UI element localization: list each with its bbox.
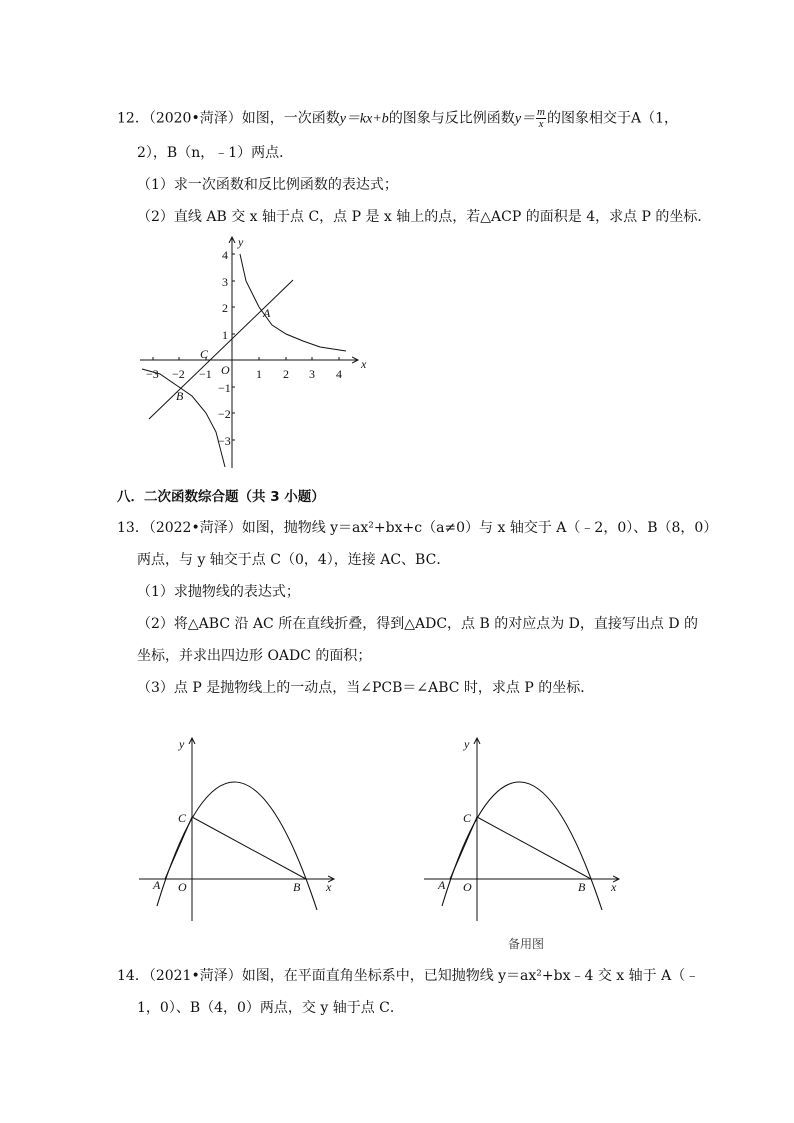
q12-source: （2020•菏泽） bbox=[148, 110, 242, 127]
q13-subquestion-1: （1）求抛物线的表达式； bbox=[137, 584, 300, 600]
q12-ytick-neg1: −1 bbox=[218, 381, 231, 395]
q13b-x-axis-label: x bbox=[611, 880, 617, 894]
q12-ytick-3: 3 bbox=[222, 275, 228, 289]
q12-line-ab bbox=[149, 280, 293, 419]
q12-y-axis-label: y bbox=[238, 235, 244, 249]
section-heading: 八．二次函数综合题（共 3 小题） bbox=[117, 489, 325, 505]
q13b-point-a-label: A bbox=[438, 878, 446, 892]
q12-origin-label: O bbox=[221, 363, 230, 377]
q12-ytick-1: 1 bbox=[222, 328, 228, 342]
q12-point-b-label: B bbox=[176, 389, 184, 403]
q13-figure bbox=[135, 730, 345, 925]
q12-equation-inverse: y＝ bbox=[514, 111, 536, 127]
q12-point-c-label: C bbox=[200, 347, 209, 361]
q12-line1 bbox=[117, 107, 678, 130]
q13-segment-ac bbox=[165, 817, 192, 879]
q12-equation-linear: y＝kx+b bbox=[339, 111, 389, 127]
q12-hyperbola-branch-2 bbox=[142, 369, 225, 467]
q14-line2: 1，0）、B（4，0）两点，交 y 轴于点 C． bbox=[137, 1000, 404, 1016]
q13-point-b-label: B bbox=[293, 880, 301, 894]
q12-point-a-label: A bbox=[263, 306, 271, 320]
q12-hyperbola-branch-1 bbox=[240, 254, 346, 351]
backup-figure-caption: 备用图 bbox=[508, 937, 545, 951]
q13b-y-axis-label: y bbox=[464, 737, 470, 751]
q12-subquestion-2: （2）直线 AB 交 x 轴于点 C，点 P 是 x 轴上的点，若△ACP 的面积是 4，求点 P 的坐标． bbox=[137, 209, 712, 225]
q12-figure bbox=[130, 232, 380, 472]
q12-xtick-3: 3 bbox=[309, 367, 315, 381]
q12-subquestion-1: （1）求一次函数和反比例函数的表达式； bbox=[137, 177, 398, 193]
q12-x-axis-label: x bbox=[361, 357, 367, 371]
q13b-segment-ac bbox=[450, 817, 477, 879]
q12-fraction: $\frac{m}{x}$ bbox=[537, 106, 545, 130]
q13-subquestion-3: （3）点 P 是抛物线上的一动点，当∠PCB＝∠ABC 时，求点 P 的坐标． bbox=[137, 680, 595, 696]
q13b-segment-bc bbox=[477, 817, 591, 879]
q12-xtick-2: 2 bbox=[283, 367, 289, 381]
q13-subquestion-2b: 坐标，并求出四边形 OADC 的面积； bbox=[137, 648, 372, 664]
q12-xtick-neg2: −2 bbox=[172, 367, 185, 381]
q12-xtick-neg1: −1 bbox=[199, 367, 212, 381]
q13-subquestion-2a: （2）将△ABC 沿 AC 所在直线折叠，得到△ADC，点 B 的对应点为 D，直接写出点 D 的 bbox=[137, 616, 699, 632]
q13-point-a-label: A bbox=[153, 878, 161, 892]
q13b-origin-label: O bbox=[463, 880, 472, 894]
q12-xtick-1: 1 bbox=[256, 367, 262, 381]
q12-line2: 2），B（n，﹣1）两点． bbox=[137, 145, 294, 161]
q14-line1: 14．（2021•菏泽）如图，在平面直角坐标系中，已知抛物线 y＝ax²+bx﹣4 交 x 轴于 A（﹣ bbox=[117, 968, 700, 984]
q13-segment-bc bbox=[192, 817, 306, 879]
q12-ytick-4: 4 bbox=[222, 248, 228, 262]
q13-x-axis-label: x bbox=[326, 880, 332, 894]
q12-text-2: 的图象与反比例函数 bbox=[388, 110, 515, 127]
q13-origin-label: O bbox=[178, 880, 187, 894]
q13-backup-figure bbox=[420, 730, 630, 925]
q12-ytick-neg3: −3 bbox=[218, 434, 231, 448]
q12-xtick-neg3: −3 bbox=[146, 367, 159, 381]
q12-ytick-2: 2 bbox=[222, 301, 228, 315]
q12-text-3: 的图象相交于 bbox=[546, 110, 631, 127]
q12-text-1: 如图，一次函数 bbox=[241, 110, 340, 127]
q13-y-axis-label: y bbox=[179, 737, 185, 751]
q13-line1: 13．（2022•菏泽）如图，抛物线 y＝ax²+bx+c（a≠0）与 x 轴交于 A（﹣2，0）、B（8，0） bbox=[117, 520, 718, 536]
q13-line2: 两点，与 y 轴交于点 C（0，4），连接 AC、BC． bbox=[137, 552, 451, 568]
q13b-point-c-label: C bbox=[463, 811, 472, 825]
q12-ytick-neg2: −2 bbox=[218, 407, 231, 421]
q13-point-c-label: C bbox=[178, 811, 187, 825]
q13b-point-b-label: B bbox=[578, 880, 586, 894]
q12-point-a: A（1， bbox=[630, 110, 679, 127]
q12-xtick-4: 4 bbox=[336, 367, 342, 381]
q12-number: 12． bbox=[117, 110, 149, 127]
